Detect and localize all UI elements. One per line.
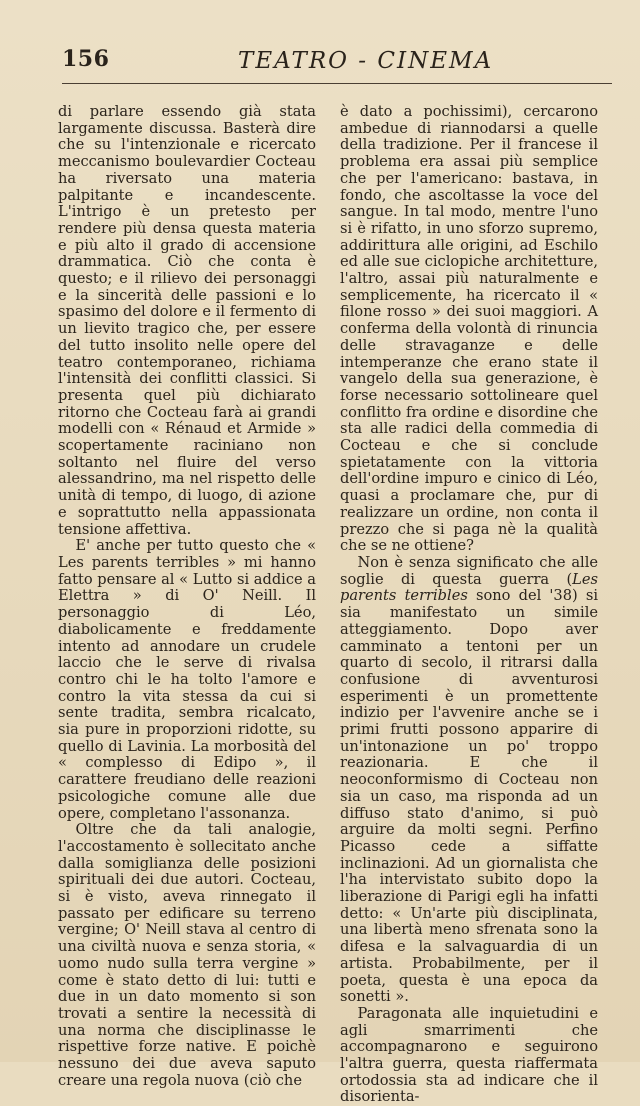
left-paragraph-2: E' anche per tutto questo che « Les parents terribles » mi hanno fatto pensare al « Lutto si addice a Elettra » di O' Neill. Il personaggio di Léo, diabolicamente e freddamente intento ad annodare un crudele laccio che le serve di rivalsa contro chi le ha tolto l'amore e contro la vita stessa da cui si sente tradita, sembra ricalcato, sia pure in proporzioni ridotte, su quello di Lavinia. La morbosità del « complesso di Edipo », il carattere freudiano delle reazioni psicologiche comune alle due opere, completano l'assonanza. bbox=[58, 537, 316, 822]
left-paragraph-3: Oltre che da tali analogie, l'accostamento è sollecitato anche dalla somiglianza delle posizioni spirituali dei due autori. Cocteau, si è visto, aveva rinnegato il passato per edificare su terreno vergine; O' Neill stava al centro di una civiltà nuova e senza storia, « uomo nudo sulla terra vergine » come è stato detto di lui: tutti e due in un dato momento si son trovati a sentire la necessità di una norma che disciplinasse le rispettive forze native. E poichè nessuno dei due aveva saputo creare una regola nuova (ciò che bbox=[58, 821, 316, 1089]
header-rule bbox=[62, 83, 612, 84]
page-number: 156 bbox=[62, 46, 110, 72]
right-paragraph-2-start: Non è senza significato che alle soglie di questa guerra ( bbox=[340, 553, 598, 588]
left-paragraph-1: di parlare essendo già stata largamente discussa. Basterà dire che su l'intenzionale e ricercato meccanismo boulevardier Cocteau ha riversato una materia palpitante e incandescente. L'intrigo è un pretesto per rendere più densa questa materia e più alto il grado di accensione drammatica. Ciò che conta è questo; e il rilievo dei personaggi e la sincerità delle passioni e lo spasimo del dolore e il fermento di un lievito tragico che, per essere del tutto insolito nelle opere del teatro contemporaneo, richiama l'intensità dei conflitti classici. Si presenta quel più dichiarato ritorno che Cocteau farà ai grandi modelli con « Rénaud et Armide » scopertamente raciniano non soltanto nel fluire del verso alessandrino, ma nel rispetto delle unità di tempo, di luogo, di azione e soprattutto nella appassionata tensione affettiva. bbox=[58, 103, 316, 538]
right-paragraph-1: è dato a pochissimi), cercarono ambedue di riannodarsi a quelle della tradizione. Per il francese il problema era assai più semplice che per l'americano: bastava, in fondo, che ascoltasse la voce del sangue. In tal modo, mentre l'uno si è rifatto, in uno sforzo supremo, addirittura alle origini, ad Eschilo ed alle sue ciclopiche architetture, l'altro, assai più naturalmente e semplicemente, ha ricercato il « filone rosso » dei suoi maggiori. A conferma della volontà di rinuncia delle stravaganze e delle intemperanze che erano state il vangelo della sua generazione, è forse necessario sottolineare quel conflitto fra ordine e disordine che sta alle radici della commedia di Cocteau e che si conclude spietatamente con la vittoria dell'ordine impuro e cinico di Léo, quasi a proclamare che, pur di realizzare un ordine, non conta il prezzo che si paga nè la qualità che se ne ottiene? bbox=[340, 103, 598, 555]
right-paragraph-2 bbox=[340, 555, 598, 1006]
right-paragraph-2-rest: sono del '38) si sia manifestato un simile atteggiamento. Dopo aver camminato a tentoni per un quarto di secolo, il ritrarsi dalla confusione di avventurosi esperimenti è un promettente indizio per l'avvenire anche se i primi frutti possono apparire di un'intonazione un po' troppo reazionaria. E che il neoconformismo di Cocteau non sia un caso, ma risponda ad un diffuso stato d'animo, si può arguire da molti segni. Perfino Picasso cede a siffatte inclinazioni. Ad un giornalista che l'ha intervistato subito dopo la liberazione di Parigi egli ha infatti detto: « Un'arte più disciplinata, una libertà meno sfrenata sono la difesa e la salvaguardia di un artista. Probabilmente, per il poeta, questa è una epoca da sonetti ». bbox=[340, 587, 598, 1006]
right-column bbox=[340, 104, 598, 1106]
play-title: Les parents terribles bbox=[340, 570, 598, 605]
right-paragraph-3: Paragonata alle inquietudini e agli smarrimenti che accompagnarono e seguirono l'altra guerra, questa riaffermata ortodossia sta ad indicare che il disorienta- bbox=[340, 1004, 598, 1106]
page-header bbox=[62, 42, 608, 76]
left-column bbox=[58, 104, 316, 1089]
running-title: TEATRO - CINEMA bbox=[238, 48, 494, 74]
